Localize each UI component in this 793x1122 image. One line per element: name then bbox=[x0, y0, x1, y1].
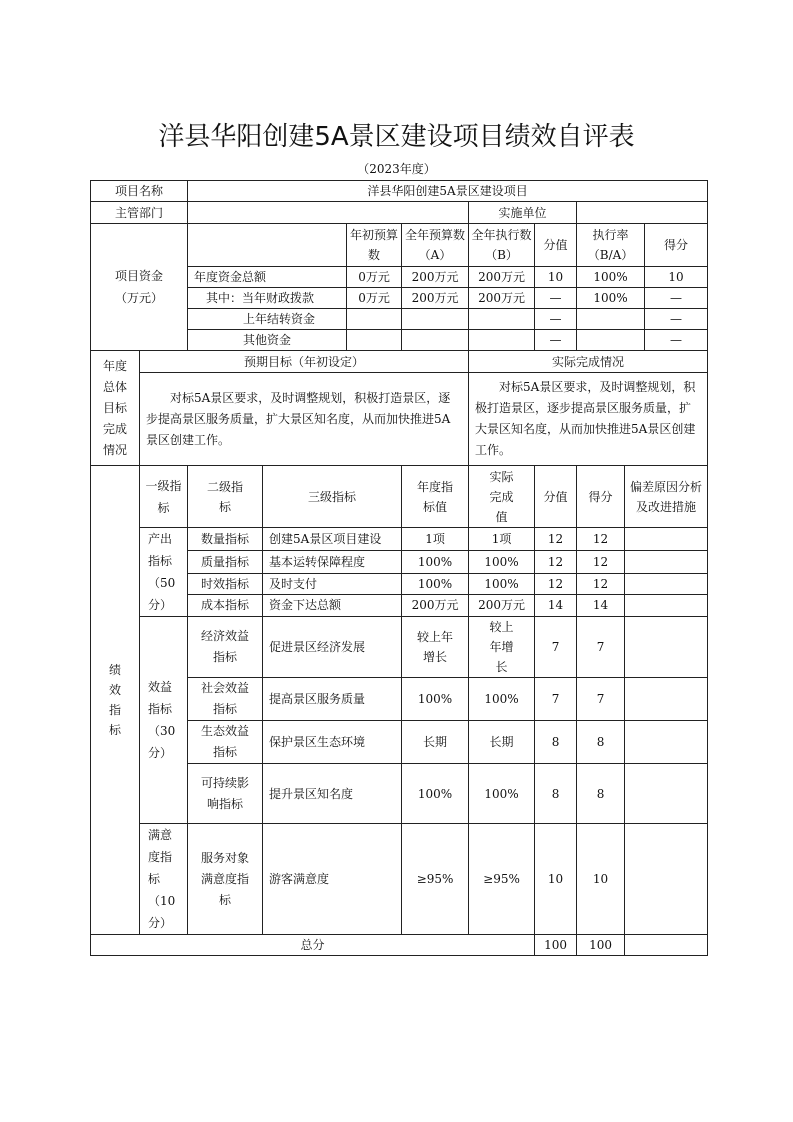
perf-score: 8 bbox=[577, 764, 625, 824]
perf-value: 7 bbox=[535, 617, 577, 678]
page-subtitle: （2023年度） bbox=[357, 162, 436, 176]
funds-initial bbox=[347, 330, 402, 351]
perf-note bbox=[625, 573, 708, 594]
perf-level3: 保护景区生态环境 bbox=[263, 721, 402, 764]
funds-score-value: 10 bbox=[535, 267, 577, 288]
perf-note bbox=[625, 551, 708, 573]
perf-header: 一级指标 bbox=[140, 466, 188, 528]
perf-level3: 资金下达总额 bbox=[263, 594, 402, 616]
perf-level1 bbox=[140, 617, 188, 824]
funds-score: — bbox=[645, 330, 708, 351]
funds-score-value: — bbox=[535, 309, 577, 330]
perf-target: ≥95% bbox=[402, 824, 469, 935]
funds-header: 分值 bbox=[535, 224, 577, 267]
goals-label-text: 年度总体目标完成情况 bbox=[102, 358, 127, 457]
perf-actual: 200万元 bbox=[469, 594, 535, 616]
perf-actual: 100% bbox=[469, 551, 535, 573]
project-name-label: 项目名称 bbox=[91, 181, 188, 202]
impl-value bbox=[577, 202, 708, 224]
perf-level3: 创建5A景区项目建设 bbox=[263, 528, 402, 551]
goals-actual-header: 实际完成情况 bbox=[469, 351, 708, 373]
perf-note bbox=[625, 764, 708, 824]
funds-score: — bbox=[645, 309, 708, 330]
perf-score: 7 bbox=[577, 678, 625, 721]
perf-target: 较上年增长 bbox=[402, 617, 469, 678]
perf-note bbox=[625, 678, 708, 721]
goals-label bbox=[91, 351, 140, 466]
perf-actual: 较上年增长 bbox=[469, 617, 535, 678]
perf-value: 8 bbox=[535, 721, 577, 764]
funds-score-value: — bbox=[535, 330, 577, 351]
perf-actual: 100% bbox=[469, 678, 535, 721]
perf-row bbox=[91, 528, 708, 551]
funds-budget: 200万元 bbox=[402, 267, 469, 288]
perf-actual: 长期 bbox=[469, 721, 535, 764]
perf-row bbox=[91, 617, 708, 678]
perf-header: 年度指标值 bbox=[402, 466, 469, 528]
perf-level2: 服务对象满意度指标 bbox=[188, 824, 263, 935]
funds-header-blank bbox=[188, 224, 347, 267]
perf-header: 偏差原因分析及改进措施 bbox=[625, 466, 708, 528]
funds-rate bbox=[577, 330, 645, 351]
goals-expected-header: 预期目标（年初设定） bbox=[140, 351, 469, 373]
perf-score: 8 bbox=[577, 721, 625, 764]
perf-target: 100% bbox=[402, 764, 469, 824]
perf-note bbox=[625, 528, 708, 551]
funds-label-text: 项目资金（万元） bbox=[114, 269, 163, 305]
perf-note bbox=[625, 721, 708, 764]
page-title: 洋县华阳创建5A景区建设项目绩效自评表 bbox=[158, 122, 635, 152]
goals-expected-text: 对标5A景区要求，及时调整规划，积极打造景区，逐步提高景区服务质量，扩大景区知名度，从而加快推进5A景区创建工作。 bbox=[140, 373, 469, 466]
perf-target: 100% bbox=[402, 551, 469, 573]
perf-header: 三级指标 bbox=[263, 466, 402, 528]
total-note bbox=[625, 935, 708, 956]
funds-row-name: 年度资金总额 bbox=[188, 267, 347, 288]
perf-level2: 数量指标 bbox=[188, 528, 263, 551]
perf-target: 1项 bbox=[402, 528, 469, 551]
funds-rate: 100% bbox=[577, 267, 645, 288]
funds-initial bbox=[347, 309, 402, 330]
funds-initial: 0万元 bbox=[347, 288, 402, 309]
perf-target: 200万元 bbox=[402, 594, 469, 616]
total-label: 总分 bbox=[91, 935, 535, 956]
perf-level3: 促进景区经济发展 bbox=[263, 617, 402, 678]
perf-header: 二级指标 bbox=[188, 466, 263, 528]
perf-score: 10 bbox=[577, 824, 625, 935]
perf-value: 12 bbox=[535, 551, 577, 573]
perf-value: 8 bbox=[535, 764, 577, 824]
goals-actual-text: 对标5A景区要求，及时调整规划，积极打造景区，逐步提高景区服务质量，扩大景区知名度，从而加快推进5A景区创建工作。 bbox=[469, 373, 708, 466]
perf-level3: 基本运转保障程度 bbox=[263, 551, 402, 573]
perf-value: 12 bbox=[535, 573, 577, 594]
perf-actual: 100% bbox=[469, 764, 535, 824]
performance-label bbox=[91, 466, 140, 935]
perf-level2: 时效指标 bbox=[188, 573, 263, 594]
perf-level3: 游客满意度 bbox=[263, 824, 402, 935]
funds-exec bbox=[469, 330, 535, 351]
perf-value: 12 bbox=[535, 528, 577, 551]
funds-header: 全年执行数（B） bbox=[469, 224, 535, 267]
performance-label-text: 绩效指标 bbox=[108, 663, 121, 737]
funds-score: — bbox=[645, 288, 708, 309]
perf-level3: 提高景区服务质量 bbox=[263, 678, 402, 721]
perf-level2: 生态效益指标 bbox=[188, 721, 263, 764]
perf-value: 10 bbox=[535, 824, 577, 935]
perf-actual: ≥95% bbox=[469, 824, 535, 935]
perf-header: 实际完成值 bbox=[469, 466, 535, 528]
funds-exec bbox=[469, 309, 535, 330]
dept-value bbox=[188, 202, 469, 224]
perf-level2: 经济效益指标 bbox=[188, 617, 263, 678]
funds-row-name: 其他资金 bbox=[188, 330, 347, 351]
funds-initial: 0万元 bbox=[347, 267, 402, 288]
perf-target: 100% bbox=[402, 573, 469, 594]
perf-actual: 100% bbox=[469, 573, 535, 594]
funds-rate bbox=[577, 309, 645, 330]
funds-exec: 200万元 bbox=[469, 288, 535, 309]
funds-rate: 100% bbox=[577, 288, 645, 309]
funds-label bbox=[91, 224, 188, 351]
perf-note bbox=[625, 594, 708, 616]
perf-actual: 1项 bbox=[469, 528, 535, 551]
perf-target: 100% bbox=[402, 678, 469, 721]
perf-score: 12 bbox=[577, 528, 625, 551]
perf-note bbox=[625, 824, 708, 935]
perf-header: 分值 bbox=[535, 466, 577, 528]
perf-level1 bbox=[140, 528, 188, 617]
perf-header: 得分 bbox=[577, 466, 625, 528]
dept-label: 主管部门 bbox=[91, 202, 188, 224]
perf-score: 7 bbox=[577, 617, 625, 678]
funds-row-name: 上年结转资金 bbox=[188, 309, 347, 330]
perf-level3: 及时支付 bbox=[263, 573, 402, 594]
perf-level1-text: 效益指标（30分） bbox=[148, 680, 176, 760]
total-value: 100 bbox=[535, 935, 577, 956]
perf-level3: 提升景区知名度 bbox=[263, 764, 402, 824]
perf-level2: 社会效益指标 bbox=[188, 678, 263, 721]
perf-note bbox=[625, 617, 708, 678]
perf-value: 7 bbox=[535, 678, 577, 721]
project-name-value: 洋县华阳创建5A景区建设项目 bbox=[188, 181, 708, 202]
total-score: 100 bbox=[577, 935, 625, 956]
funds-header: 年初预算数 bbox=[347, 224, 402, 267]
perf-level1 bbox=[140, 824, 188, 935]
perf-level1-text: 产出指标（50分） bbox=[148, 532, 176, 612]
evaluation-table bbox=[90, 180, 708, 956]
perf-score: 12 bbox=[577, 551, 625, 573]
perf-level1-text: 满意度指标（10分） bbox=[148, 828, 176, 930]
perf-target: 长期 bbox=[402, 721, 469, 764]
funds-score: 10 bbox=[645, 267, 708, 288]
funds-row-name: 其中：当年财政拨款 bbox=[188, 288, 347, 309]
perf-score: 14 bbox=[577, 594, 625, 616]
perf-row bbox=[91, 824, 708, 935]
funds-exec: 200万元 bbox=[469, 267, 535, 288]
perf-level2: 可持续影响指标 bbox=[188, 764, 263, 824]
perf-score: 12 bbox=[577, 573, 625, 594]
impl-label: 实施单位 bbox=[469, 202, 577, 224]
funds-budget bbox=[402, 309, 469, 330]
perf-value: 14 bbox=[535, 594, 577, 616]
funds-score-value: — bbox=[535, 288, 577, 309]
funds-header: 执行率（B/A） bbox=[577, 224, 645, 267]
perf-level2: 成本指标 bbox=[188, 594, 263, 616]
funds-header: 得分 bbox=[645, 224, 708, 267]
funds-budget: 200万元 bbox=[402, 288, 469, 309]
perf-level2: 质量指标 bbox=[188, 551, 263, 573]
funds-header: 全年预算数（A） bbox=[402, 224, 469, 267]
funds-budget bbox=[402, 330, 469, 351]
